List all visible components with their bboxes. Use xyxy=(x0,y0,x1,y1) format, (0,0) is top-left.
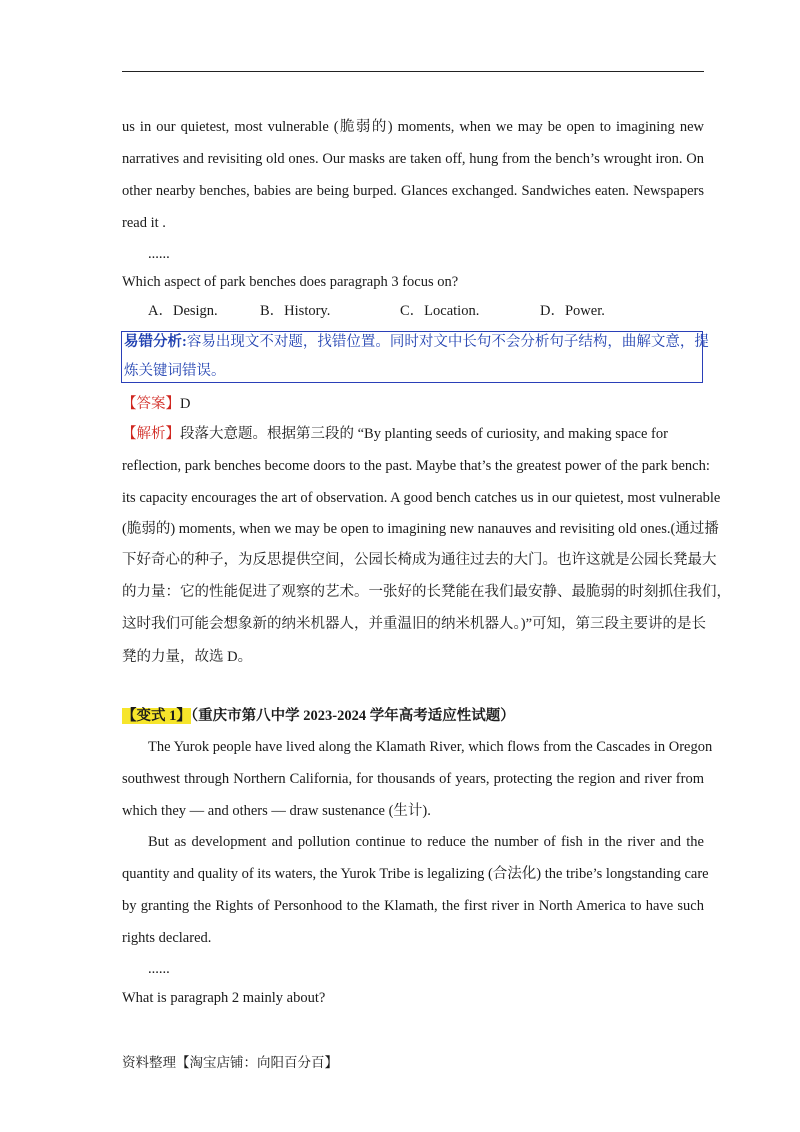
answer-value: D xyxy=(180,396,191,412)
explanation-line-2: reflection, park benches become doors to the past. Maybe that’s the greatest power of the park bench: xyxy=(122,458,710,474)
footer-text: 资料整理【淘宝店铺：向阳百分百】 xyxy=(122,1055,338,1071)
explanation-line-8: 凳的力量，故选 D。 xyxy=(122,649,253,665)
question1-option-b: B．History. xyxy=(260,303,331,319)
question1-option-a: A．Design. xyxy=(148,303,218,319)
variant1-heading xyxy=(122,706,704,726)
explanation-line-5: 下好奇心的种子，为反思提供空间，公园长椅成为通往过去的大门。也许这就是公园长凳最大 xyxy=(122,552,717,568)
variant1-question: What is paragraph 2 mainly about? xyxy=(122,990,326,1006)
explanation-line-3: its capacity encourages the art of observation. A good bench catches us in our quietest, most vulnerable xyxy=(122,490,721,506)
passage1-line-3: other nearby benches, babies are being burped. Glances exchanged. Sandwiches eaten. Newspapers xyxy=(122,183,704,199)
error-analysis-text-2: 炼关键词错误。 xyxy=(124,363,226,379)
variant1-para2-line-3: by granting the Rights of Personhood to the Klamath, the first river in North America to have such xyxy=(122,898,704,914)
variant1-para1-line-3: which they — and others — draw sustenance (生计). xyxy=(122,803,431,819)
variant1-para1-line-2: southwest through Northern California, for thousands of years, protecting the region and river from xyxy=(122,771,704,787)
explanation-text-1: 段落大意题。根据第三段的 “By planting seeds of curiosity, and making space for xyxy=(180,426,668,442)
passage1-ellipsis: ...... xyxy=(148,246,170,262)
passage1-line-1: us in our quietest, most vulnerable (脆弱的) moments, when we may be open to imagining new xyxy=(122,119,704,135)
explanation-line-7: 这时我们可能会想象新的纳米机器人，并重温旧的纳米机器人。)”可知，第三段主要讲的是长 xyxy=(122,616,707,632)
passage1-line-4: read it . xyxy=(122,215,166,231)
question1-option-d: D．Power. xyxy=(540,303,605,319)
answer-line xyxy=(122,394,704,414)
variant1-source: （重庆市第八中学 2023-2024 学年高考适应性试题） xyxy=(190,708,515,724)
passage1-line-2: narratives and revisiting old ones. Our masks are taken off, hung from the bench’s wrought iron. On xyxy=(122,151,704,167)
answer-label: 【答案】 xyxy=(122,396,180,412)
variant1-para2-line-4: rights declared. xyxy=(122,930,212,946)
variant1-para2-line-2: quantity and quality of its waters, the Yurok Tribe is legalizing (合法化) the tribe’s longstanding care xyxy=(122,866,709,882)
explanation-line-1 xyxy=(122,424,704,444)
question1-option-c: C．Location. xyxy=(400,303,480,319)
variant1-para1-line-1: The Yurok people have lived along the Klamath River, which flows from the Cascades in Oregon xyxy=(148,739,713,755)
explanation-line-6: 的力量：它的性能促进了观察的艺术。一张好的长凳能在我们最安静、最脆弱的时刻抓住我们， xyxy=(122,584,731,600)
variant1-ellipsis: ...... xyxy=(148,961,170,977)
header-rule xyxy=(122,71,704,72)
variant1-para2-line-1: But as development and pollution continue to reduce the number of fish in the river and the xyxy=(148,834,704,850)
explanation-label: 【解析】 xyxy=(122,426,180,442)
question1-stem: Which aspect of park benches does paragraph 3 focus on? xyxy=(122,274,459,290)
error-analysis-label: 易错分析: xyxy=(124,334,187,350)
variant1-label: 【变式 1】 xyxy=(122,708,191,724)
error-analysis-line-1 xyxy=(124,332,709,352)
explanation-line-4: (脆弱的) moments, when we may be open to imagining new nanauves and revisiting old ones.(通过播 xyxy=(122,521,719,537)
error-analysis-text-1: 容易出现文不对题，找错位置。同时对文中长句不会分析句子结构，曲解文意，提 xyxy=(186,334,709,350)
